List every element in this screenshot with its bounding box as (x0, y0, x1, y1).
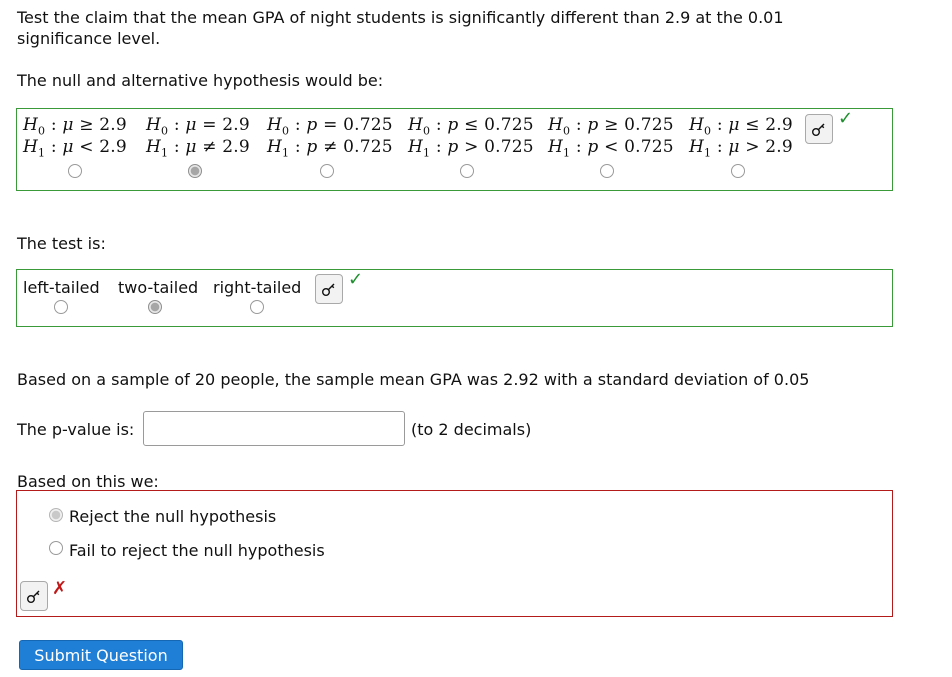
submit-question-button[interactable]: Submit Question (19, 640, 183, 670)
alt-hypothesis-2: $H_1$ : p ≠ 0.725 (267, 137, 393, 160)
decision-radio-fail[interactable] (49, 541, 63, 555)
decision-prompt: Based on this we: (17, 472, 159, 491)
alt-hypothesis-1: $H_1$ : μ ≠ 2.9 (146, 137, 250, 160)
alt-hypothesis-3: $H_1$ : p > 0.725 (408, 137, 534, 160)
hypothesis-radio-1[interactable] (188, 164, 202, 178)
test-type-key-button[interactable] (315, 274, 343, 304)
decision-label-fail: Fail to reject the null hypothesis (69, 541, 325, 560)
hypothesis-radio-4[interactable] (600, 164, 614, 178)
test-type-prompt: The test is: (17, 234, 106, 253)
alt-hypothesis-4: $H_1$ : p < 0.725 (548, 137, 674, 160)
test-type-correct-check: ✓ (348, 269, 364, 290)
test-type-radio-right[interactable] (250, 300, 264, 314)
null-hypothesis-0: $H_0$ : μ ≥ 2.9 (23, 115, 127, 138)
pvalue-hint: (to 2 decimals) (411, 420, 532, 439)
claim-line-2: significance level. (17, 29, 161, 48)
test-type-radio-two[interactable] (148, 300, 162, 314)
hypothesis-radio-2[interactable] (320, 164, 334, 178)
test-type-radio-left[interactable] (54, 300, 68, 314)
key-icon (321, 281, 337, 297)
pvalue-label: The p-value is: (17, 420, 135, 439)
hypothesis-correct-check: ✓ (838, 108, 854, 129)
alt-hypothesis-5: $H_1$ : μ > 2.9 (689, 137, 793, 160)
null-hypothesis-1: $H_0$ : μ = 2.9 (146, 115, 250, 138)
sample-info: Based on a sample of 20 people, the sample mean GPA was 2.92 with a standard deviation of 0.05 (17, 370, 810, 389)
hypothesis-radio-3[interactable] (460, 164, 474, 178)
hypothesis-key-button[interactable] (805, 114, 833, 144)
test-type-label-left: left-tailed (23, 278, 100, 297)
hypothesis-radio-5[interactable] (731, 164, 745, 178)
null-hypothesis-2: $H_0$ : p = 0.725 (267, 115, 393, 138)
key-icon (26, 588, 42, 604)
null-hypothesis-3: $H_0$ : p ≤ 0.725 (408, 115, 534, 138)
decision-label-reject: Reject the null hypothesis (69, 507, 277, 526)
decision-incorrect-mark: ✗ (52, 578, 68, 599)
null-hypothesis-4: $H_0$ : p ≥ 0.725 (548, 115, 674, 138)
null-hypothesis-5: $H_0$ : μ ≤ 2.9 (689, 115, 793, 138)
decision-key-button[interactable] (20, 581, 48, 611)
key-icon (811, 121, 827, 137)
test-type-label-right: right-tailed (213, 278, 302, 297)
hypothesis-radio-0[interactable] (68, 164, 82, 178)
decision-radio-reject[interactable] (49, 508, 63, 522)
question-text (17, 7, 784, 49)
claim-line-1: Test the claim that the mean GPA of night students is significantly different than 2.9 at the 0.01 (17, 8, 784, 27)
test-type-label-two: two-tailed (118, 278, 199, 297)
pvalue-input[interactable] (143, 411, 405, 446)
alt-hypothesis-0: $H_1$ : μ < 2.9 (23, 137, 127, 160)
hypothesis-prompt: The null and alternative hypothesis would be: (17, 71, 384, 90)
